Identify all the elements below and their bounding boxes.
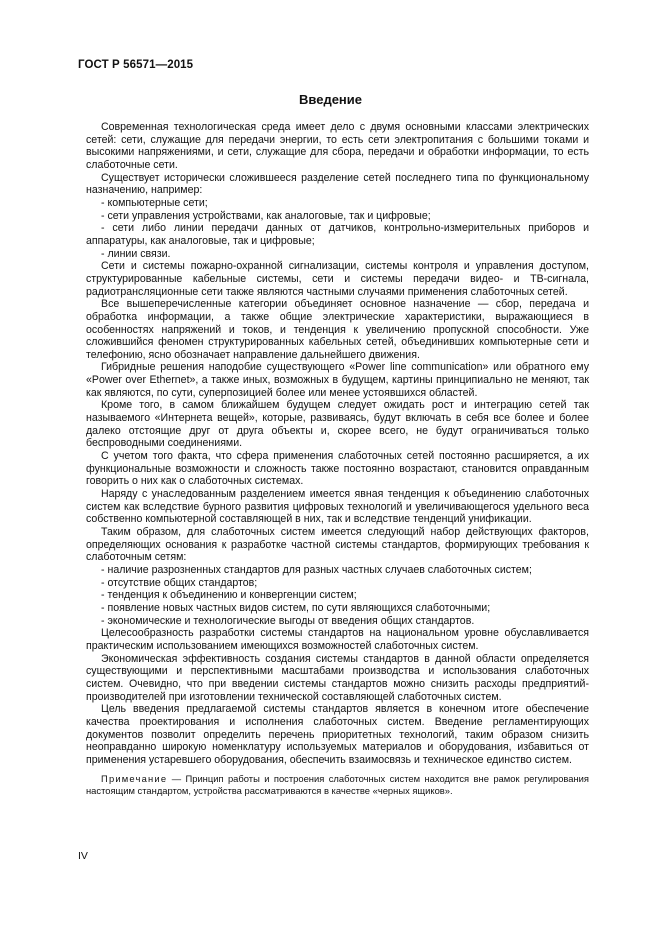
list-item: - линии связи. [101, 247, 171, 260]
note-text: — Принцип работы и построения слаботочных систем находится вне рамок регулирования настоящим стандартом, устройства рассматриваются в качестве «черных ящиков». [86, 773, 589, 797]
paragraph: Наряду с унаследованным разделением имеется явная тенденция к объединению слаботочных систем как вследствие бурного развития цифровых технологий и увеличивающегося удельного веса собственно компьютерной составляющей в них, так и вследствие тенденций унификации. [86, 488, 589, 526]
list-item: - сети либо линии передачи данных от датчиков, контрольно-измерительных приборов и аппаратуры, как аналоговые, так и цифровые; [86, 222, 589, 247]
paragraph: С учетом того факта, что сфера применения слаботочных сетей постоянно расширяется, а их функциональные возможности и сложность также постоянно возрастают, становится оправданным говорить о них как о слаботочных системах. [86, 450, 589, 488]
paragraph: Таким образом, для слаботочных систем имеется следующий набор действующих факторов, определяющих основания к разработке частной системы стандартов, формирующих требования к слаботочным сетям: [86, 526, 589, 564]
paragraph: Экономическая эффективность создания системы стандартов в данной области определяется существующими и перспективными масштабами производства и использования слаботочных систем. Очевидно, что при введении системы стандартов можно снизить расходы предприятий-производителей при изготовлении технической составляющей слаботочных систем. [86, 652, 589, 703]
paragraph: Все вышеперечисленные категории объединяет основное назначение — сбор, передача и обработка информации, а также общие электрические характеристики, выражающиеся в особенностях напряжений и токов, и тенденция к увеличению пропускной способности. Уже сложившийся феномен структурированных кабельных сетей, объединивших компьютерные сети и телефонию, ясно обозначает направление дальнейшего движения. [86, 298, 589, 361]
paragraph: Целесообразность разработки системы стандартов на национальном уровне обуславливается практическим использованием имеющихся возможностей слаботочных систем. [86, 627, 589, 652]
page-number: IV [78, 850, 88, 862]
list-item: - экономические и технологические выгоды от введения общих стандартов. [101, 614, 475, 627]
list-item: - наличие разрозненных стандартов для разных частных случаев слаботочных систем; [101, 563, 532, 576]
document-body [86, 121, 589, 797]
list-item: - отсутствие общих стандартов; [101, 576, 258, 589]
paragraph: Кроме того, в самом ближайшем будущем следует ожидать рост и интеграцию сетей так называемого «Интернета вещей», которые, развиваясь, будут включать в себя все более и более далеко отстоящие друг от друга объекты и, скорее всего, не будут ограничиваться только беспроводными соединениями. [86, 399, 589, 450]
paragraph: Современная технологическая среда имеет дело с двумя основными классами электрических сетей: сети, служащие для передачи энергии, то есть сети электропитания с большими токами и высокими напряжениями, и сети, служащие для сбора, передачи и обработки информации, то есть слаботочные сети. [86, 121, 589, 171]
paragraph: Гибридные решения наподобие существующего «Power line communication» или обратного ему «Power over Ethernet», а также иных, возможных в будущем, картины принципиально не меняют, так как являются, по сути, суперпозицией более или менее устоявшихся областей. [86, 361, 589, 399]
list-item: - компьютерные сети; [101, 196, 208, 209]
note [86, 773, 589, 797]
list-item: - появление новых частных видов систем, по сути являющихся слаботочными; [101, 601, 491, 614]
paragraph: Сети и системы пожарно-охранной сигнализации, системы контроля и управления доступом, структурированные кабельные системы, сети и системы передачи видео- и ТВ-сигнала, радиотрансляционные сети также являются частными случаями применения слаботочных сетей. [86, 260, 589, 298]
paragraph: Существует исторически сложившееся разделение сетей последнего типа по функциональному назначению, например: [86, 171, 589, 197]
document-header: ГОСТ Р 56571—2015 [78, 59, 194, 71]
section-title: Введение [299, 92, 362, 107]
paragraph: Цель введения предлагаемой системы стандартов является в конечном итоге обеспечение качества проектирования и исполнения слаботочных систем. Введение регламентирующих документов позволит определить перечень приоритетных технологий, таким образом снизить неоправданно широкую номенклатуру используемых материалов и оборудования, избавиться от применения устаревшего оборудования, обеспечить взаимосвязь и техническое единство систем. [86, 703, 589, 766]
list-item: - тенденция к объединению и конвергенции систем; [101, 589, 357, 602]
list-item: - сети управления устройствами, как аналоговые, так и цифровые; [101, 209, 431, 222]
note-label: Примечание [101, 773, 168, 785]
